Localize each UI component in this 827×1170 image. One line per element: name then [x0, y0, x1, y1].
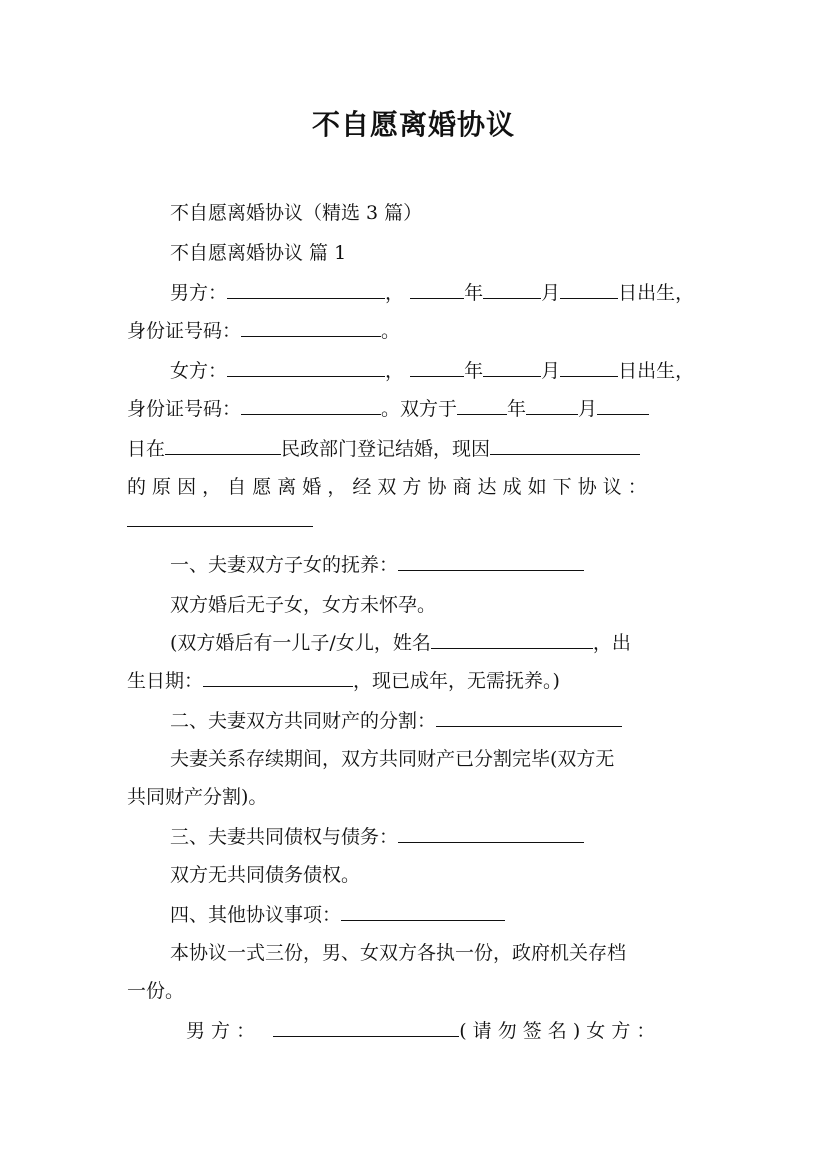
- copies-text-1: 本协议一式三份，男、女双方各执一份，政府机关存档: [170, 942, 627, 964]
- wife-birth-year-blank: [410, 358, 464, 377]
- registration-place-blank: [165, 436, 281, 455]
- clause-4-heading: 四、其他协议事项：: [170, 900, 827, 927]
- agreement-blank-line: [127, 508, 827, 532]
- wife-line: 女方： ， 年 月 日出生，: [170, 360, 695, 382]
- clause-1-blank: [398, 552, 584, 571]
- husband-signature-blank: [273, 1018, 459, 1037]
- clause-2-blank: [436, 708, 622, 727]
- clause-4-blank: [341, 902, 505, 921]
- clause-3-heading: 三、夫妻共同债权与债务：: [170, 822, 827, 849]
- clause-3-blank: [398, 824, 584, 843]
- wife-birth-day-blank: [560, 358, 618, 377]
- clause-2-text-2: 共同财产分割)。: [127, 786, 268, 808]
- clause-2-text-1: 夫妻关系存续期间，双方共同财产已分割完毕(双方无: [170, 748, 615, 770]
- marriage-day-blank: [597, 396, 649, 415]
- divorce-reason-blank: [490, 436, 640, 455]
- clause-1-alt-line-1: (双方婚后有一儿子/女儿，姓名 ，出: [170, 632, 631, 654]
- wife-name-blank: [227, 358, 385, 377]
- signature-line: 男 方 ： ( 请 勿 签 名 ) 女 方 ：: [186, 1020, 656, 1042]
- marriage-year-blank: [457, 396, 507, 415]
- husband-birth-day-blank: [560, 280, 618, 299]
- document-title: 不自愿离婚协议: [311, 108, 515, 141]
- agreement-blank: [127, 508, 313, 527]
- subtitle-line: 不自愿离婚协议（精选 3 篇）: [170, 202, 423, 224]
- husband-line: 男方： ， 年 月 日出生，: [170, 282, 695, 304]
- section-heading: 不自愿离婚协议 篇 1: [170, 242, 347, 264]
- husband-birth-month-blank: [483, 280, 541, 299]
- husband-id-line: 身份证号码： 。: [127, 320, 401, 342]
- child-birthdate-blank: [203, 668, 353, 687]
- clause-1-alt-line-2: 生日期： ，现已成年，无需抚养。): [127, 670, 560, 692]
- clause-3-text: 双方无共同债务债权。: [170, 864, 361, 886]
- husband-id-blank: [241, 318, 381, 337]
- registration-line: 日在 民政部门登记结婚，现因: [127, 434, 827, 461]
- agreement-intro-line: 的 原 因 ， 自 愿 离 婚 ， 经 双 方 协 商 达 成 如 下 协 议 ：: [127, 476, 647, 498]
- husband-name-blank: [227, 280, 385, 299]
- clause-1-heading: 一、夫妻双方子女的抚养：: [170, 550, 827, 577]
- marriage-month-blank: [526, 396, 578, 415]
- child-name-blank: [431, 630, 593, 649]
- wife-id-blank: [241, 396, 381, 415]
- copies-text-2: 一份。: [127, 980, 185, 1002]
- wife-birth-month-blank: [483, 358, 541, 377]
- clause-2-heading: 二、夫妻双方共同财产的分割：: [170, 706, 827, 733]
- husband-birth-year-blank: [410, 280, 464, 299]
- wife-id-line: 身份证号码： 。双方于 年 月: [127, 394, 827, 421]
- clause-1-text: 双方婚后无子女，女方未怀孕。: [170, 594, 437, 616]
